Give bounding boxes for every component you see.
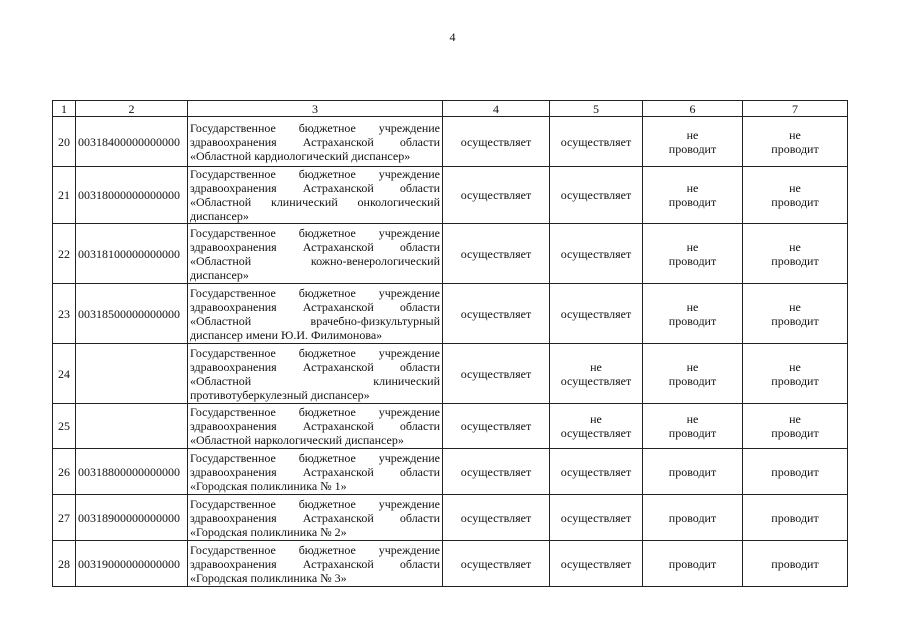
column-6-value: проводит: [643, 541, 743, 587]
institution-name-line: Государственное бюджетное учреждение: [190, 542, 440, 557]
institution-name-line: здравоохранения Астраханской области: [190, 181, 440, 195]
institution-name-line: противотуберкулезный диспансер»: [190, 387, 370, 402]
institution-name: [188, 541, 443, 587]
header-cell: 5: [550, 101, 643, 117]
column-7-value: не проводит: [743, 167, 848, 224]
institution-name-line: Государственное бюджетное учреждение: [190, 496, 440, 511]
institution-name-line: «Городская поликлиника № 3»: [190, 570, 347, 585]
column-5-value: осуществляет: [550, 541, 643, 587]
column-7-value: проводит: [743, 449, 848, 495]
column-6-value: не проводит: [643, 117, 743, 167]
row-code: 00318400000000000: [76, 117, 188, 167]
institution-name-line: «Областной клинический: [190, 373, 440, 388]
institution-name: [188, 449, 443, 495]
row-code: 00318000000000000: [76, 167, 188, 224]
column-4-value: осуществляет: [443, 284, 550, 344]
institution-name-line: Государственное бюджетное учреждение: [190, 405, 440, 419]
row-number: 21: [53, 167, 76, 224]
table-row: [53, 167, 848, 224]
institution-name-line: здравоохранения Астраханской области: [190, 239, 440, 254]
institution-name: [188, 117, 443, 167]
institution-name-line: Государственное бюджетное учреждение: [190, 167, 440, 181]
column-5-value: не осуществляет: [550, 404, 643, 449]
institution-name-line: «Городская поликлиника № 2»: [190, 524, 347, 539]
institution-name-line: Государственное бюджетное учреждение: [190, 120, 440, 135]
column-4-value: осуществляет: [443, 117, 550, 167]
table-row: [53, 495, 848, 541]
institution-name-line: диспансер имени Ю.И. Филимонова»: [190, 327, 383, 342]
row-number: 25: [53, 404, 76, 449]
institution-name-line: Государственное бюджетное учреждение: [190, 450, 440, 465]
column-6-value: не проводит: [643, 404, 743, 449]
institution-name-line: Государственное бюджетное учреждение: [190, 285, 440, 300]
institution-name-line: «Областной наркологический диспансер»: [190, 433, 404, 447]
institution-name-line: диспансер»: [190, 209, 249, 223]
institution-name-line: здравоохранения Астраханской области: [190, 359, 440, 374]
row-code: 00318500000000000: [76, 284, 188, 344]
institution-name-line: «Областной врачебно-физкультурный: [190, 313, 440, 328]
institution-name: [188, 404, 443, 449]
row-code: 00319000000000000: [76, 541, 188, 587]
header-cell: 3: [188, 101, 443, 117]
column-7-value: не проводит: [743, 224, 848, 284]
header-row: [53, 101, 848, 117]
institution-name-line: здравоохранения Астраханской области: [190, 419, 440, 433]
column-4-value: осуществляет: [443, 404, 550, 449]
column-7-value: не проводит: [743, 404, 848, 449]
column-7-value: проводит: [743, 541, 848, 587]
column-5-value: не осуществляет: [550, 344, 643, 404]
header-cell: 6: [643, 101, 743, 117]
institution-name: [188, 167, 443, 224]
row-number: 28: [53, 541, 76, 587]
row-code: 00318900000000000: [76, 495, 188, 541]
column-4-value: осуществляет: [443, 224, 550, 284]
row-number: 24: [53, 344, 76, 404]
column-4-value: осуществляет: [443, 541, 550, 587]
column-5-value: осуществляет: [550, 284, 643, 344]
institution-name-line: «Областной кожно-венерологический: [190, 253, 440, 268]
institution-name-line: здравоохранения Астраханской области: [190, 134, 440, 149]
column-7-value: не проводит: [743, 284, 848, 344]
header-cell: 7: [743, 101, 848, 117]
column-5-value: осуществляет: [550, 224, 643, 284]
institutions-table: [52, 100, 848, 587]
institution-name-line: здравоохранения Астраханской области: [190, 556, 440, 571]
column-4-value: осуществляет: [443, 495, 550, 541]
column-5-value: осуществляет: [550, 495, 643, 541]
row-code: 00318100000000000: [76, 224, 188, 284]
column-7-value: не проводит: [743, 117, 848, 167]
institution-name-line: Государственное бюджетное учреждение: [190, 345, 440, 360]
institution-name-line: здравоохранения Астраханской области: [190, 299, 440, 314]
table-row: [53, 224, 848, 284]
institution-name: [188, 224, 443, 284]
institution-name: [188, 344, 443, 404]
institution-name-line: здравоохранения Астраханской области: [190, 510, 440, 525]
table-row: [53, 344, 848, 404]
page-number: 4: [449, 30, 456, 44]
column-6-value: не проводит: [643, 344, 743, 404]
table-row: [53, 449, 848, 495]
row-number: 26: [53, 449, 76, 495]
column-5-value: осуществляет: [550, 117, 643, 167]
header-cell: 1: [53, 101, 76, 117]
row-code: [76, 404, 188, 449]
institution-name-line: «Областной клинический онкологический: [190, 195, 440, 209]
column-6-value: проводит: [643, 495, 743, 541]
column-6-value: не проводит: [643, 284, 743, 344]
institution-name-line: «Городская поликлиника № 1»: [190, 478, 347, 493]
row-code: [76, 344, 188, 404]
row-code: 00318800000000000: [76, 449, 188, 495]
header-cell: 2: [76, 101, 188, 117]
institution-name-line: здравоохранения Астраханской области: [190, 464, 440, 479]
institution-name-line: Государственное бюджетное учреждение: [190, 225, 440, 240]
column-5-value: осуществляет: [550, 449, 643, 495]
column-6-value: не проводит: [643, 167, 743, 224]
column-7-value: не проводит: [743, 344, 848, 404]
institution-name: [188, 284, 443, 344]
row-number: 20: [53, 117, 76, 167]
row-number: 23: [53, 284, 76, 344]
column-4-value: осуществляет: [443, 167, 550, 224]
row-number: 22: [53, 224, 76, 284]
institution-name-line: «Областной кардиологический диспансер»: [190, 148, 411, 163]
institution-name: [188, 495, 443, 541]
column-4-value: осуществляет: [443, 449, 550, 495]
column-7-value: проводит: [743, 495, 848, 541]
table-row: [53, 541, 848, 587]
row-number: 27: [53, 495, 76, 541]
institution-name-line: диспансер»: [190, 267, 249, 282]
table-row: [53, 284, 848, 344]
column-6-value: проводит: [643, 449, 743, 495]
table-row: [53, 117, 848, 167]
column-6-value: не проводит: [643, 224, 743, 284]
table-row: [53, 404, 848, 449]
header-cell: 4: [443, 101, 550, 117]
column-4-value: осуществляет: [443, 344, 550, 404]
column-5-value: осуществляет: [550, 167, 643, 224]
